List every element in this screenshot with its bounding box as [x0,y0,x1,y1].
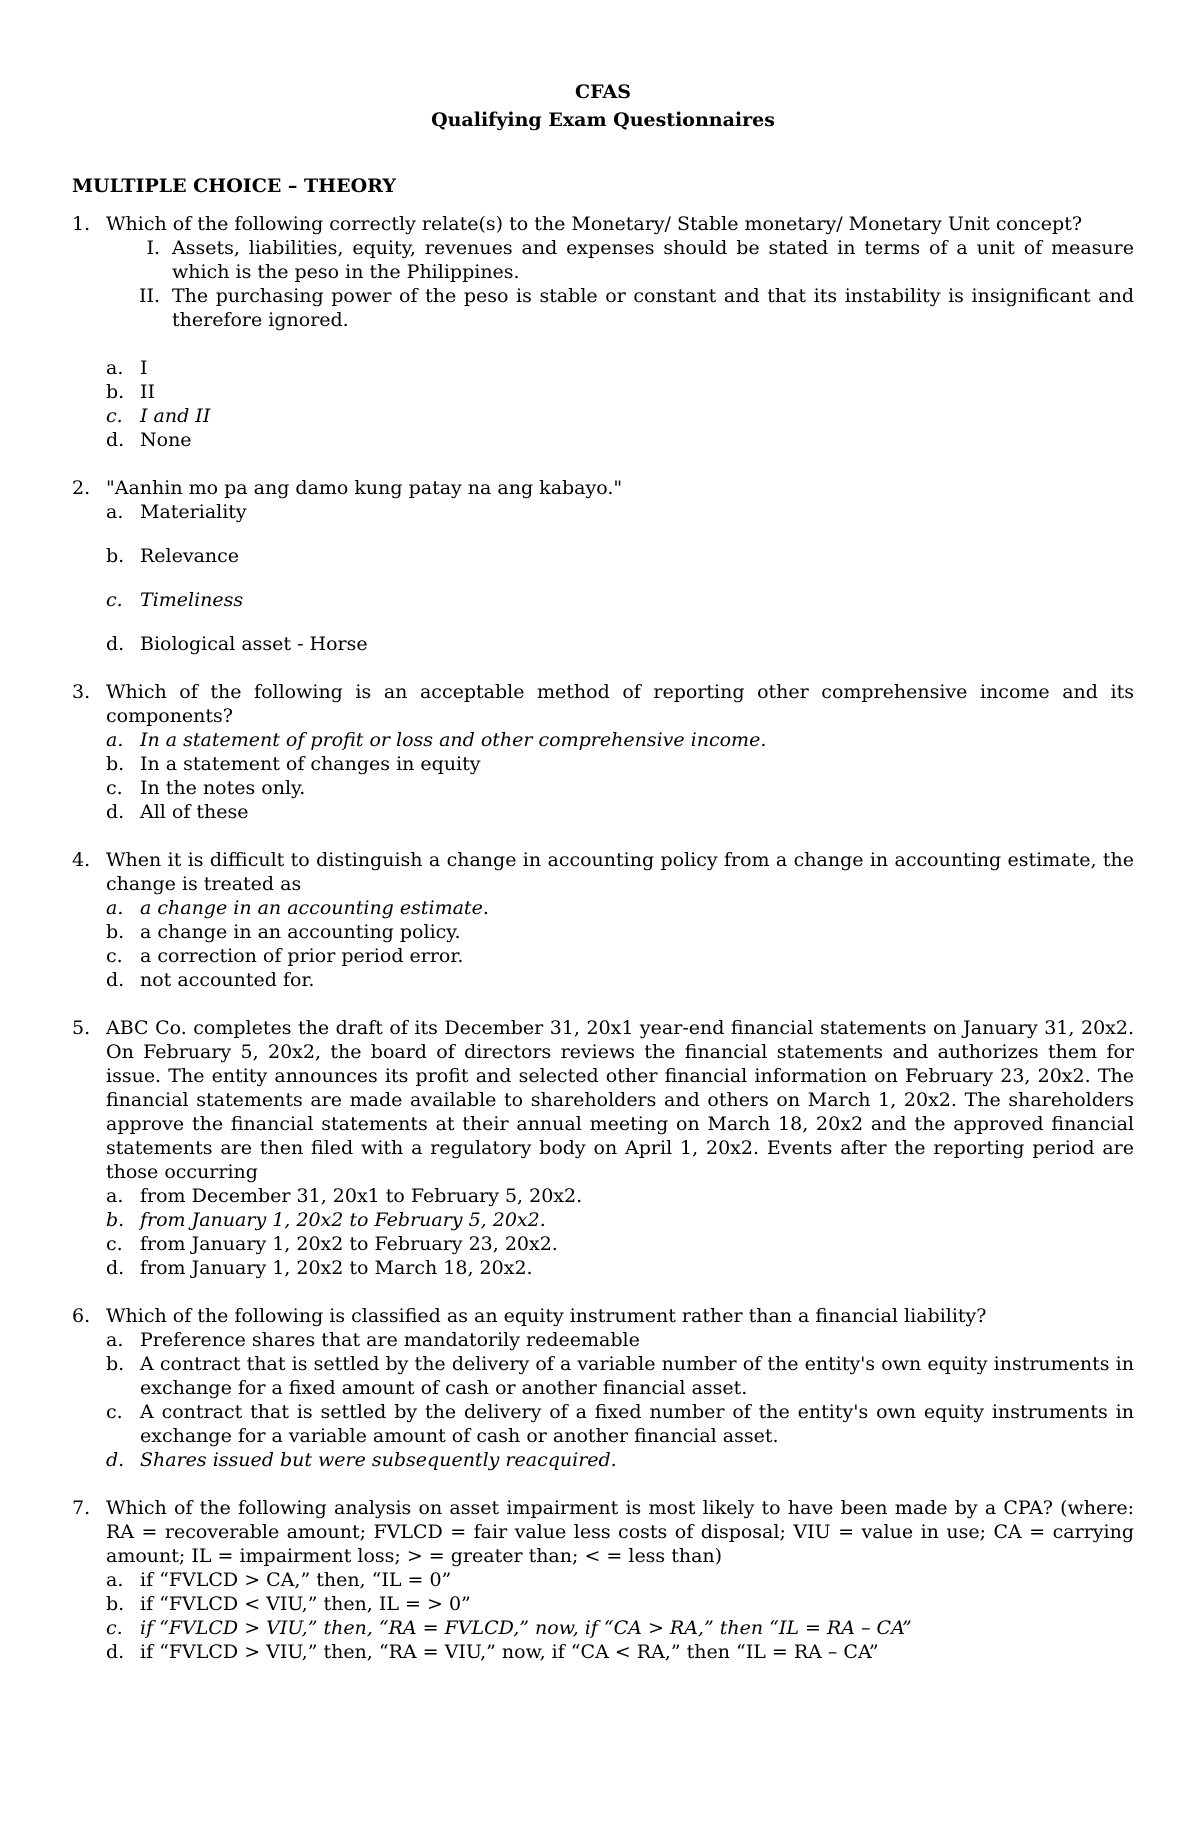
choice-text: A contract that is settled by the delivery of a variable number of the entity's own equity instruments in exchange for a fixed amount of cash or another financial asset. [140,1353,1134,1399]
statement-number: I. [146,237,160,259]
choice-item [106,896,1134,920]
choice-item [106,1592,1134,1616]
choice-text: Preference shares that are mandatorily redeemable [140,1329,640,1351]
statement-number: II. [138,285,160,307]
question-text: "Aanhin mo pa ang damo kung patay na ang kabayo." [106,477,623,499]
choice-item [106,920,1134,944]
question-6 [72,1304,1134,1472]
question-text: Which of the following correctly relate(s) to the Monetary/ Stable monetary/ Monetary Unit concept? [106,213,1083,235]
choice-item [106,380,1134,404]
choice-item [106,1328,1134,1352]
choice-text: a correction of prior period error. [140,945,464,967]
question-stem [72,476,1134,500]
choice-list [106,1328,1134,1472]
choice-item [106,632,1134,656]
choice-text: A contract that is settled by the delivery of a fixed number of the entity's own equity instruments in exchange for a variable amount of cash or another financial asset. [140,1401,1134,1447]
choice-item [106,428,1134,452]
choice-item [106,1400,1134,1448]
question-stem [72,848,1134,896]
document-title: CFAS [575,81,631,103]
choice-letter: d. [106,429,125,451]
statement-list [132,236,1134,332]
statement-item [132,284,1134,332]
choice-letter: a. [106,1569,124,1591]
choice-list [106,896,1134,992]
choice-text: from January 1, 20x2 to March 18, 20x2. [140,1257,533,1279]
choice-letter: c. [106,405,123,427]
choice-text: None [140,429,192,451]
choice-item [106,404,1134,428]
choice-letter: c. [106,1401,123,1423]
choice-text: Biological asset - Horse [140,633,368,655]
document-subtitle: Qualifying Exam Questionnaires [431,109,775,131]
choice-letter: d. [106,633,125,655]
choice-list [106,500,1134,656]
choice-item [106,800,1134,824]
choice-item [106,1256,1134,1280]
choice-text: not accounted for. [140,969,315,991]
question-4 [72,848,1134,992]
choice-text: II [140,381,156,403]
question-stem [72,1496,1134,1568]
choice-text: I [140,357,148,379]
choice-item [106,968,1134,992]
choice-item [106,1616,1134,1640]
choice-letter: d. [106,801,125,823]
question-number: 6. [72,1305,91,1327]
choice-text: In a statement of changes in equity [140,753,481,775]
question-7 [72,1496,1134,1664]
choice-item [106,1448,1134,1472]
choice-letter: b. [106,1209,125,1231]
choice-letter: b. [106,1593,125,1615]
choice-text: if “FVLCD > VIU,” then, “RA = FVLCD,” now, if “CA > RA,” then “IL = RA – CA” [140,1617,912,1639]
choice-text: Shares issued but were subsequently reacquired. [140,1449,617,1471]
choice-letter: c. [106,1617,123,1639]
question-1 [72,212,1134,452]
document-header [72,78,1134,134]
choice-item [106,752,1134,776]
statement-text: Assets, liabilities, equity, revenues and expenses should be stated in terms of a unit of measure which is the peso in the Philippines. [172,237,1134,283]
choice-item [106,1232,1134,1256]
question-text: Which of the following analysis on asset impairment is most likely to have been made by a CPA? (where: RA = recoverable amount; FVLCD = fair value less costs of disposal; VIU = value in use; CA = carrying amount; IL = impairment loss; > = greater than; < = less than) [106,1497,1134,1567]
choice-letter: d. [106,1257,125,1279]
choice-item [106,728,1134,752]
choice-text: from January 1, 20x2 to February 5, 20x2. [140,1209,546,1231]
question-5 [72,1016,1134,1280]
choice-letter: c. [106,1233,123,1255]
question-number: 4. [72,849,91,871]
choice-item [106,544,1134,568]
choice-text: Relevance [140,545,240,567]
choice-letter: c. [106,589,123,611]
choice-item [106,500,1134,524]
choice-list [106,728,1134,824]
statement-item [132,236,1134,284]
choice-text: from January 1, 20x2 to February 23, 20x2. [140,1233,558,1255]
exam-page [72,78,1134,1664]
question-number: 7. [72,1497,91,1519]
choice-text: All of these [140,801,249,823]
choice-text: if “FVLCD > CA,” then, “IL = 0” [140,1569,452,1591]
choice-letter: a. [106,501,124,523]
choice-item [106,1184,1134,1208]
choice-list [106,356,1134,452]
choice-letter: a. [106,897,124,919]
choice-text: a change in an accounting estimate. [140,897,489,919]
statement-text: The purchasing power of the peso is stable or constant and that its instability is insignificant and therefore ignored. [172,285,1134,331]
question-number: 1. [72,213,91,235]
question-stem [72,1016,1134,1184]
question-number: 2. [72,477,91,499]
question-text: ABC Co. completes the draft of its December 31, 20x1 year-end financial statements on January 31, 20x2. On February 5, 20x2, the board of directors reviews the financial statements and authorizes them for issue. The entity announces its profit and selected other financial information on February 23, 20x2. The financial statements are made available to shareholders and others on March 1, 20x2. The shareholders approve the financial statements at their annual meeting on March 18, 20x2 and the approved financial statements are then filed with a regulatory body on April 1, 20x2. Events after the reporting period are those occurring [106,1017,1134,1183]
question-stem [72,1304,1134,1328]
choice-item [106,1640,1134,1664]
choice-item [106,588,1134,612]
choice-text: from December 31, 20x1 to February 5, 20x2. [140,1185,583,1207]
choice-list [106,1568,1134,1664]
question-text: When it is difficult to distinguish a change in accounting policy from a change in accounting estimate, the change is treated as [106,849,1134,895]
choice-letter: a. [106,1185,124,1207]
choice-letter: b. [106,381,125,403]
question-number: 5. [72,1017,91,1039]
question-stem [72,212,1134,236]
choice-list [106,1184,1134,1280]
choice-letter: b. [106,921,125,943]
choice-letter: d. [106,969,125,991]
choice-letter: b. [106,1353,125,1375]
question-2 [72,476,1134,656]
choice-letter: d. [106,1641,125,1663]
choice-text: Materiality [140,501,247,523]
choice-item [106,356,1134,380]
choice-letter: b. [106,753,125,775]
choice-letter: a. [106,1329,124,1351]
choice-item [106,944,1134,968]
question-3 [72,680,1134,824]
question-text: Which of the following is classified as an equity instrument rather than a financial liability? [106,1305,987,1327]
choice-letter: c. [106,777,123,799]
question-number: 3. [72,681,91,703]
choice-text: In the notes only. [140,777,306,799]
choice-text: a change in an accounting policy. [140,921,461,943]
choice-item [106,1568,1134,1592]
choice-text: I and II [140,405,211,427]
question-text: Which of the following is an acceptable method of reporting other comprehensive income and its components? [106,681,1134,727]
question-stem [72,680,1134,728]
choice-item [106,1352,1134,1400]
choice-letter: d. [106,1449,125,1471]
choice-letter: a. [106,357,124,379]
choice-letter: c. [106,945,123,967]
choice-text: if “FVLCD > VIU,” then, “RA = VIU,” now, if “CA < RA,” then “IL = RA – CA” [140,1641,879,1663]
choice-letter: b. [106,545,125,567]
choice-item [106,776,1134,800]
choice-item [106,1208,1134,1232]
choice-text: Timeliness [140,589,244,611]
choice-text: In a statement of profit or loss and other comprehensive income. [140,729,767,751]
choice-letter: a. [106,729,124,751]
choice-text: if “FVLCD < VIU,” then, IL = > 0” [140,1593,471,1615]
section-title: MULTIPLE CHOICE – THEORY [72,175,396,197]
